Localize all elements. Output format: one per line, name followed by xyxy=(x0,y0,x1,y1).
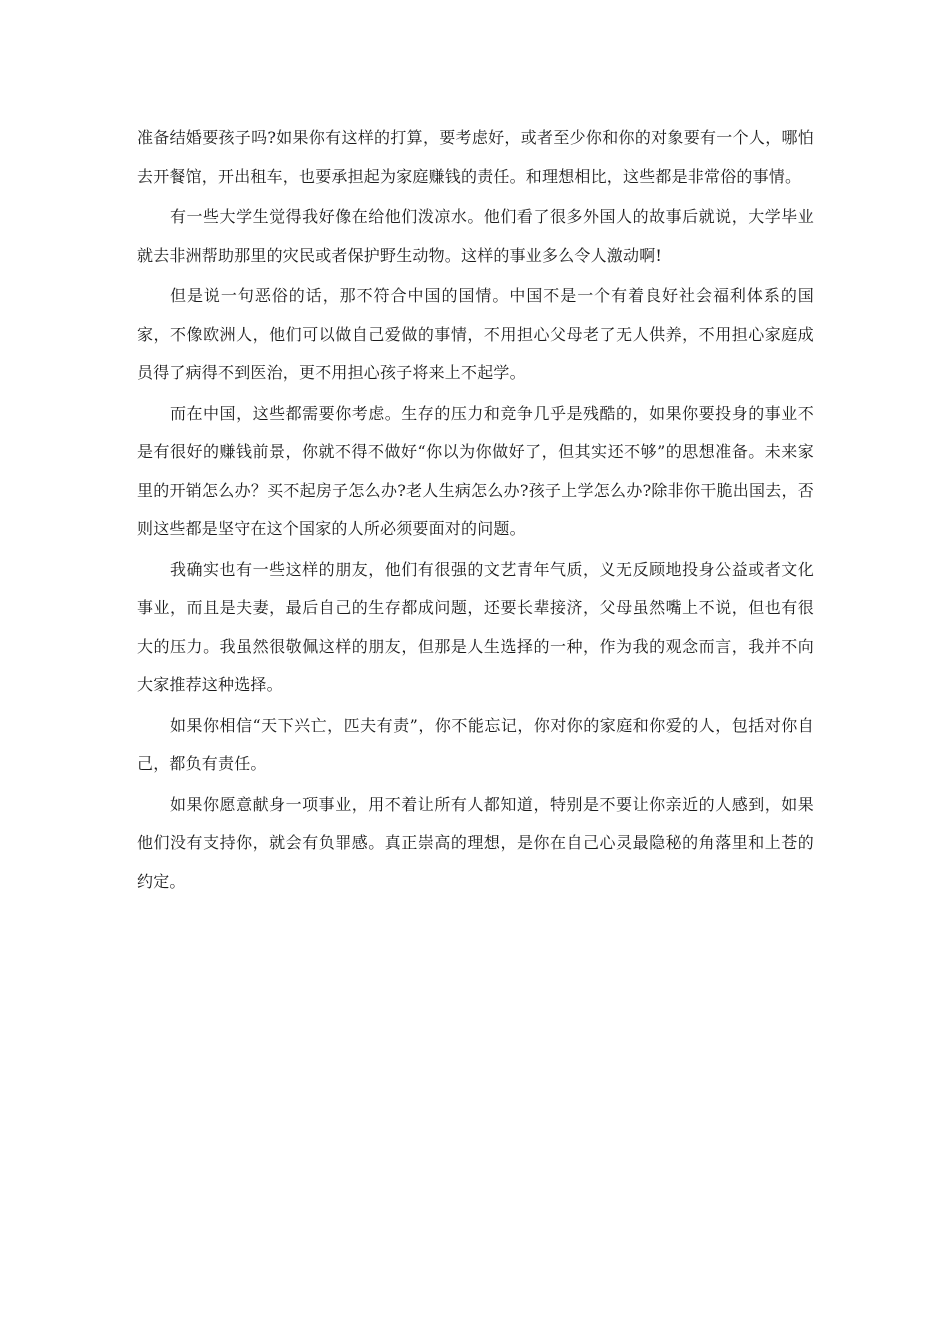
paragraph-5: 我确实也有一些这样的朋友，他们有很强的文艺青年气质，义无反顾地投身公益或者文化事业，而且是夫妻，最后自己的生存都成问题，还要长辈接济，父母虽然嘴上不说，但也有很大的压力。我虽然很敬佩这样的朋友，但那是人生选择的一种，作为我的观念而言，我并不向大家推荐这种选择。 xyxy=(137,559,814,694)
paragraph-1: 准备结婚要孩子吗?如果你有这样的打算，要考虑好，或者至少你和你的对象要有一个人，哪怕去开餐馆，开出租车，也要承担起为家庭赚钱的责任。和理想相比，这些都是非常俗的事情。 xyxy=(137,128,814,186)
paragraph-4: 而在中国，这些都需要你考虑。生存的压力和竞争几乎是残酷的，如果你要投身的事业不是有很好的赚钱前景，你就不得不做好“你以为你做好了，但其实还不够”的思想准备。未来家里的开销怎么办？买不起房子怎么办?老人生病怎么办?孩子上学怎么办?除非你干脆出国去，否则这些都是坚守在这个国家的人所必须要面对的问题。 xyxy=(137,403,814,538)
paragraph-6: 如果你相信“天下兴亡，匹夫有责”，你不能忘记，你对你的家庭和你爱的人，包括对你自己，都负有责任。 xyxy=(137,715,814,773)
paragraph-2: 有一些大学生觉得我好像在给他们泼凉水。他们看了很多外国人的故事后就说，大学毕业就去非洲帮助那里的灾民或者保护野生动物。这样的事业多么令人激动啊! xyxy=(137,207,814,265)
paragraph-7: 如果你愿意献身一项事业，用不着让所有人都知道，特别是不要让你亲近的人感到，如果他们没有支持你，就会有负罪感。真正崇高的理想，是你在自己心灵最隐秘的角落里和上苍的约定。 xyxy=(137,794,814,891)
paragraph-3: 但是说一句恶俗的话，那不符合中国的国情。中国不是一个有着良好社会福利体系的国家，不像欧洲人，他们可以做自己爱做的事情，不用担心父母老了无人供养，不用担心家庭成员得了病得不到医治，更不用担心孩子将来上不起学。 xyxy=(137,286,814,382)
document-body xyxy=(137,119,814,903)
